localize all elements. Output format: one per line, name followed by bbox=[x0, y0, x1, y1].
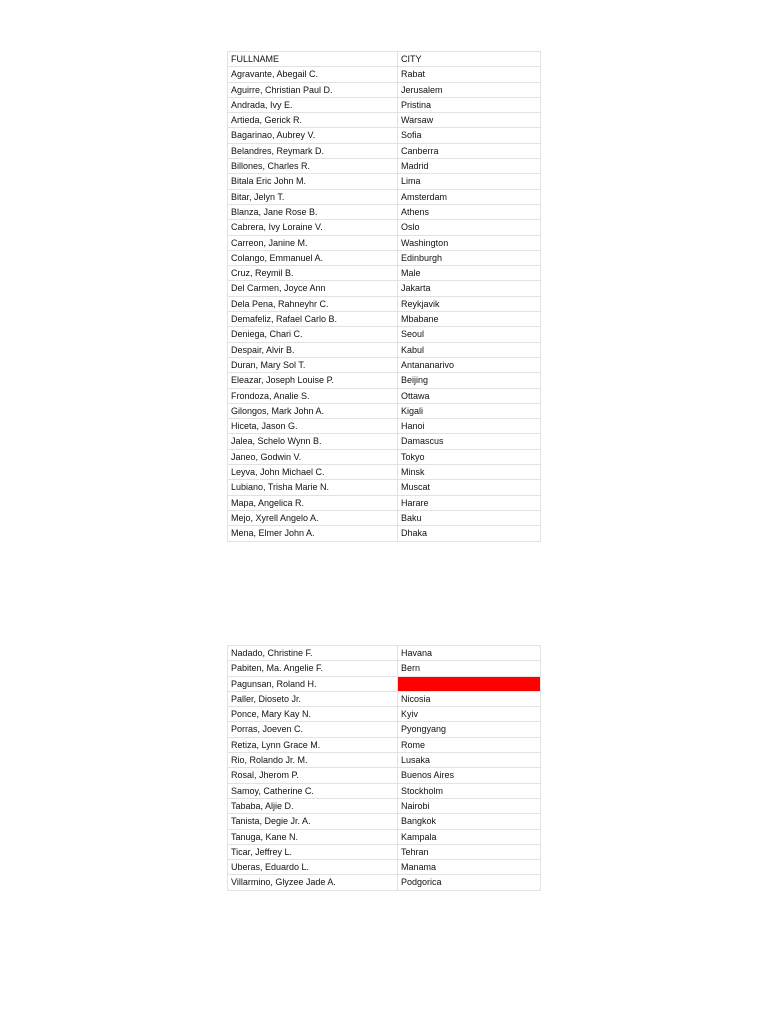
header-fullname: FULLNAME bbox=[228, 52, 398, 67]
fullname-cell: Ponce, Mary Kay N. bbox=[228, 707, 398, 722]
city-cell: Kampala bbox=[398, 829, 541, 844]
city-cell: Sofia bbox=[398, 128, 541, 143]
fullname-cell: Jalea, Schelo Wynn B. bbox=[228, 434, 398, 449]
table-row bbox=[228, 403, 541, 418]
table-row bbox=[228, 97, 541, 112]
city-cell: Jakarta bbox=[398, 281, 541, 296]
city-cell: Lusaka bbox=[398, 753, 541, 768]
table-row bbox=[228, 646, 541, 661]
city-cell: Muscat bbox=[398, 480, 541, 495]
fullname-cell: Nadado, Christine F. bbox=[228, 646, 398, 661]
city-cell: Jerusalem bbox=[398, 82, 541, 97]
city-cell: Kigali bbox=[398, 403, 541, 418]
table-row bbox=[228, 189, 541, 204]
table-row bbox=[228, 691, 541, 706]
fullname-cell: Agravante, Abegail C. bbox=[228, 67, 398, 82]
names-cities-table-top bbox=[227, 51, 541, 542]
fullname-cell: Demafeliz, Rafael Carlo B. bbox=[228, 312, 398, 327]
fullname-cell: Dela Pena, Rahneyhr C. bbox=[228, 296, 398, 311]
table-row bbox=[228, 128, 541, 143]
fullname-cell: Bitar, Jelyn T. bbox=[228, 189, 398, 204]
city-cell: Beijing bbox=[398, 373, 541, 388]
city-cell: Pyongyang bbox=[398, 722, 541, 737]
city-cell: Rabat bbox=[398, 67, 541, 82]
table-row bbox=[228, 159, 541, 174]
fullname-cell: Belandres, Reymark D. bbox=[228, 143, 398, 158]
table-row bbox=[228, 676, 541, 691]
table-row bbox=[228, 798, 541, 813]
city-cell: Dhaka bbox=[398, 526, 541, 541]
fullname-cell: Eleazar, Joseph Louise P. bbox=[228, 373, 398, 388]
fullname-cell: Del Carmen, Joyce Ann bbox=[228, 281, 398, 296]
city-cell: Nicosia bbox=[398, 691, 541, 706]
city-cell: Bangkok bbox=[398, 814, 541, 829]
fullname-cell: Aguirre, Christian Paul D. bbox=[228, 82, 398, 97]
city-cell: Nairobi bbox=[398, 798, 541, 813]
fullname-cell: Retiza, Lynn Grace M. bbox=[228, 737, 398, 752]
city-cell: Ottawa bbox=[398, 388, 541, 403]
fullname-cell: Duran, Mary Sol T. bbox=[228, 357, 398, 372]
fullname-cell: Ticar, Jeffrey L. bbox=[228, 844, 398, 859]
table-row bbox=[228, 495, 541, 510]
table-row bbox=[228, 143, 541, 158]
fullname-cell: Andrada, Ivy E. bbox=[228, 97, 398, 112]
fullname-cell: Porras, Joeven C. bbox=[228, 722, 398, 737]
table-row bbox=[228, 510, 541, 525]
city-cell: Hanoi bbox=[398, 419, 541, 434]
city-cell: Male bbox=[398, 266, 541, 281]
header-city: CITY bbox=[398, 52, 541, 67]
table-row bbox=[228, 480, 541, 495]
fullname-cell: Rio, Rolando Jr. M. bbox=[228, 753, 398, 768]
fullname-cell: Tababa, Aljie D. bbox=[228, 798, 398, 813]
city-cell: Stockholm bbox=[398, 783, 541, 798]
city-cell: Oslo bbox=[398, 220, 541, 235]
table-row bbox=[228, 342, 541, 357]
fullname-cell: Bagarinao, Aubrey V. bbox=[228, 128, 398, 143]
fullname-cell: Colango, Emmanuel A. bbox=[228, 250, 398, 265]
table-row bbox=[228, 174, 541, 189]
fullname-cell: Villarmino, Glyzee Jade A. bbox=[228, 875, 398, 890]
fullname-cell: Frondoza, Analie S. bbox=[228, 388, 398, 403]
fullname-cell: Lubiano, Trisha Marie N. bbox=[228, 480, 398, 495]
table-row bbox=[228, 814, 541, 829]
table-row bbox=[228, 235, 541, 250]
city-cell: Warsaw bbox=[398, 113, 541, 128]
header-row bbox=[228, 52, 541, 67]
table-row bbox=[228, 419, 541, 434]
table-row bbox=[228, 373, 541, 388]
table-row bbox=[228, 875, 541, 890]
fullname-cell: Tanista, Degie Jr. A. bbox=[228, 814, 398, 829]
table-row bbox=[228, 860, 541, 875]
city-cell: Canberra bbox=[398, 143, 541, 158]
city-cell: Havana bbox=[398, 646, 541, 661]
city-cell: Athens bbox=[398, 204, 541, 219]
table-row bbox=[228, 526, 541, 541]
table-row bbox=[228, 113, 541, 128]
city-cell: Antananarivo bbox=[398, 357, 541, 372]
table-row bbox=[228, 465, 541, 480]
table-row bbox=[228, 707, 541, 722]
table-row bbox=[228, 357, 541, 372]
table-row bbox=[228, 220, 541, 235]
city-cell: Manama bbox=[398, 860, 541, 875]
city-cell: Buenos Aires bbox=[398, 768, 541, 783]
fullname-cell: Mejo, Xyrell Angelo A. bbox=[228, 510, 398, 525]
fullname-cell: Despair, Alvir B. bbox=[228, 342, 398, 357]
city-cell: Minsk bbox=[398, 465, 541, 480]
highlighted-city-cell bbox=[398, 676, 541, 691]
city-cell: Tehran bbox=[398, 844, 541, 859]
fullname-cell: Pagunsan, Roland H. bbox=[228, 676, 398, 691]
city-cell: Washington bbox=[398, 235, 541, 250]
city-cell: Reykjavik bbox=[398, 296, 541, 311]
table-row bbox=[228, 783, 541, 798]
table-row bbox=[228, 434, 541, 449]
fullname-cell: Paller, Dioseto Jr. bbox=[228, 691, 398, 706]
fullname-cell: Artieda, Gerick R. bbox=[228, 113, 398, 128]
table-row bbox=[228, 296, 541, 311]
fullname-cell: Gilongos, Mark John A. bbox=[228, 403, 398, 418]
city-cell: Rome bbox=[398, 737, 541, 752]
table-row bbox=[228, 67, 541, 82]
table-row bbox=[228, 844, 541, 859]
city-cell: Kyiv bbox=[398, 707, 541, 722]
fullname-cell: Cruz, Reymil B. bbox=[228, 266, 398, 281]
table-row bbox=[228, 250, 541, 265]
table-row bbox=[228, 768, 541, 783]
table-row bbox=[228, 388, 541, 403]
table-row bbox=[228, 281, 541, 296]
table-row bbox=[228, 661, 541, 676]
city-cell: Tokyo bbox=[398, 449, 541, 464]
names-cities-table-bottom bbox=[227, 645, 541, 891]
table-row bbox=[228, 829, 541, 844]
city-cell: Madrid bbox=[398, 159, 541, 174]
fullname-cell: Samoy, Catherine C. bbox=[228, 783, 398, 798]
fullname-cell: Rosal, Jherom P. bbox=[228, 768, 398, 783]
fullname-cell: Tanuga, Kane N. bbox=[228, 829, 398, 844]
fullname-cell: Mena, Elmer John A. bbox=[228, 526, 398, 541]
fullname-cell: Leyva, John Michael C. bbox=[228, 465, 398, 480]
table-row bbox=[228, 449, 541, 464]
table-row bbox=[228, 266, 541, 281]
fullname-cell: Deniega, Chari C. bbox=[228, 327, 398, 342]
city-cell: Damascus bbox=[398, 434, 541, 449]
fullname-cell: Carreon, Janine M. bbox=[228, 235, 398, 250]
city-cell: Podgorica bbox=[398, 875, 541, 890]
table-row bbox=[228, 204, 541, 219]
fullname-cell: Billones, Charles R. bbox=[228, 159, 398, 174]
city-cell: Baku bbox=[398, 510, 541, 525]
fullname-cell: Mapa, Angelica R. bbox=[228, 495, 398, 510]
table-row bbox=[228, 82, 541, 97]
table-row bbox=[228, 722, 541, 737]
city-cell: Amsterdam bbox=[398, 189, 541, 204]
city-cell: Mbabane bbox=[398, 312, 541, 327]
city-cell: Lima bbox=[398, 174, 541, 189]
table-row bbox=[228, 312, 541, 327]
fullname-cell: Hiceta, Jason G. bbox=[228, 419, 398, 434]
city-cell: Pristina bbox=[398, 97, 541, 112]
city-cell: Bern bbox=[398, 661, 541, 676]
table-row bbox=[228, 737, 541, 752]
city-cell: Seoul bbox=[398, 327, 541, 342]
fullname-cell: Janeo, Godwin V. bbox=[228, 449, 398, 464]
fullname-cell: Pabiten, Ma. Angelie F. bbox=[228, 661, 398, 676]
fullname-cell: Uberas, Eduardo L. bbox=[228, 860, 398, 875]
fullname-cell: Blanza, Jane Rose B. bbox=[228, 204, 398, 219]
city-cell: Kabul bbox=[398, 342, 541, 357]
city-cell: Edinburgh bbox=[398, 250, 541, 265]
table-row bbox=[228, 753, 541, 768]
fullname-cell: Bitala Eric John M. bbox=[228, 174, 398, 189]
fullname-cell: Cabrera, Ivy Loraine V. bbox=[228, 220, 398, 235]
table-row bbox=[228, 327, 541, 342]
city-cell: Harare bbox=[398, 495, 541, 510]
